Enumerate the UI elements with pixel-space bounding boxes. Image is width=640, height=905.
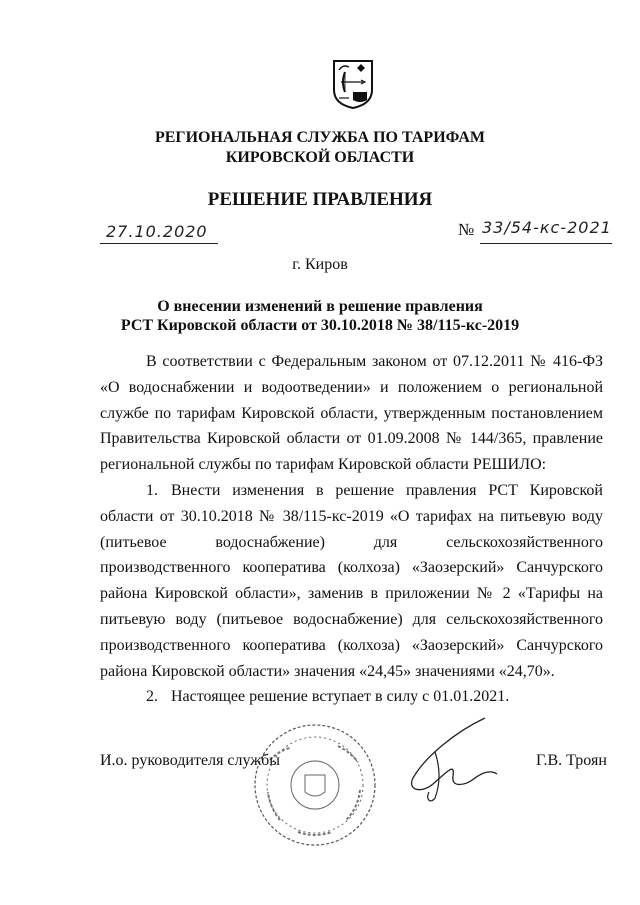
document-title: РЕШЕНИЕ ПРАВЛЕНИЯ <box>207 189 433 210</box>
preamble-paragraph: В соответствии с Федеральным законом от 07.12.2011 № 416-ФЗ «О водоснабжении и водоотведении» и положением о региональной службе по тарифам Кировской области, утвержденным постановлением Правительства Кировской области от 01.09.2008 № 144/365, правление региональной службы по тарифам Кировской области РЕШИЛО: <box>100 353 603 474</box>
subject-heading <box>0 297 640 335</box>
signatory-name: Г.В. Троян <box>536 752 607 769</box>
city: г. Киров <box>292 256 348 273</box>
organization-name <box>0 128 640 168</box>
signatory-position: И.о. руководителя службы <box>100 752 281 769</box>
list-item-text: Настоящее решение вступает в силу с 01.01.2021. <box>171 688 510 706</box>
handwritten-signature <box>395 712 510 807</box>
list-item-text: Внести изменения в решение правления РСТ Кировской области от 30.10.2018 № 38/115-кс-2019 «О тарифах на питьевую воду (питьевое водоснабжение) для сельскохозяйственного производственного кооператива (колхоза) «Заозерский» Санчурского района Кировской области», заменив в приложении № 2 «Тарифы на питьевую воду (питьевое водоснабжение) для сельскохозяйственного производственного кооператива (колхоза) «Заозерский» Санчурского района Кировской области» значения «24,45» значениями «24,70». <box>100 481 603 680</box>
list-item-number: 1. <box>146 481 158 499</box>
list-item <box>100 478 603 684</box>
date-underline <box>100 243 218 244</box>
subject-line2: РСТ Кировской области от 30.10.2018 № 38/115-кс-2019 <box>120 317 520 334</box>
organization-name-line1: РЕГИОНАЛЬНАЯ СЛУЖБА ПО ТАРИФАМ <box>154 129 486 146</box>
coat-of-arms-icon <box>331 58 375 110</box>
subject-line1: О внесении изменений в решение правления <box>157 298 483 315</box>
number-sign: № <box>458 220 475 239</box>
handwritten-document-number: 33/54-кс-2021 <box>482 218 612 237</box>
list-item-number: 2. <box>146 688 158 706</box>
number-underline <box>480 243 612 244</box>
organization-name-line2: КИРОВСКОЙ ОБЛАСТИ <box>225 149 415 166</box>
official-seal-stamp <box>250 720 380 850</box>
document-body <box>100 349 603 710</box>
handwritten-date: 27.10.2020 <box>106 222 208 241</box>
list-item <box>100 684 603 710</box>
